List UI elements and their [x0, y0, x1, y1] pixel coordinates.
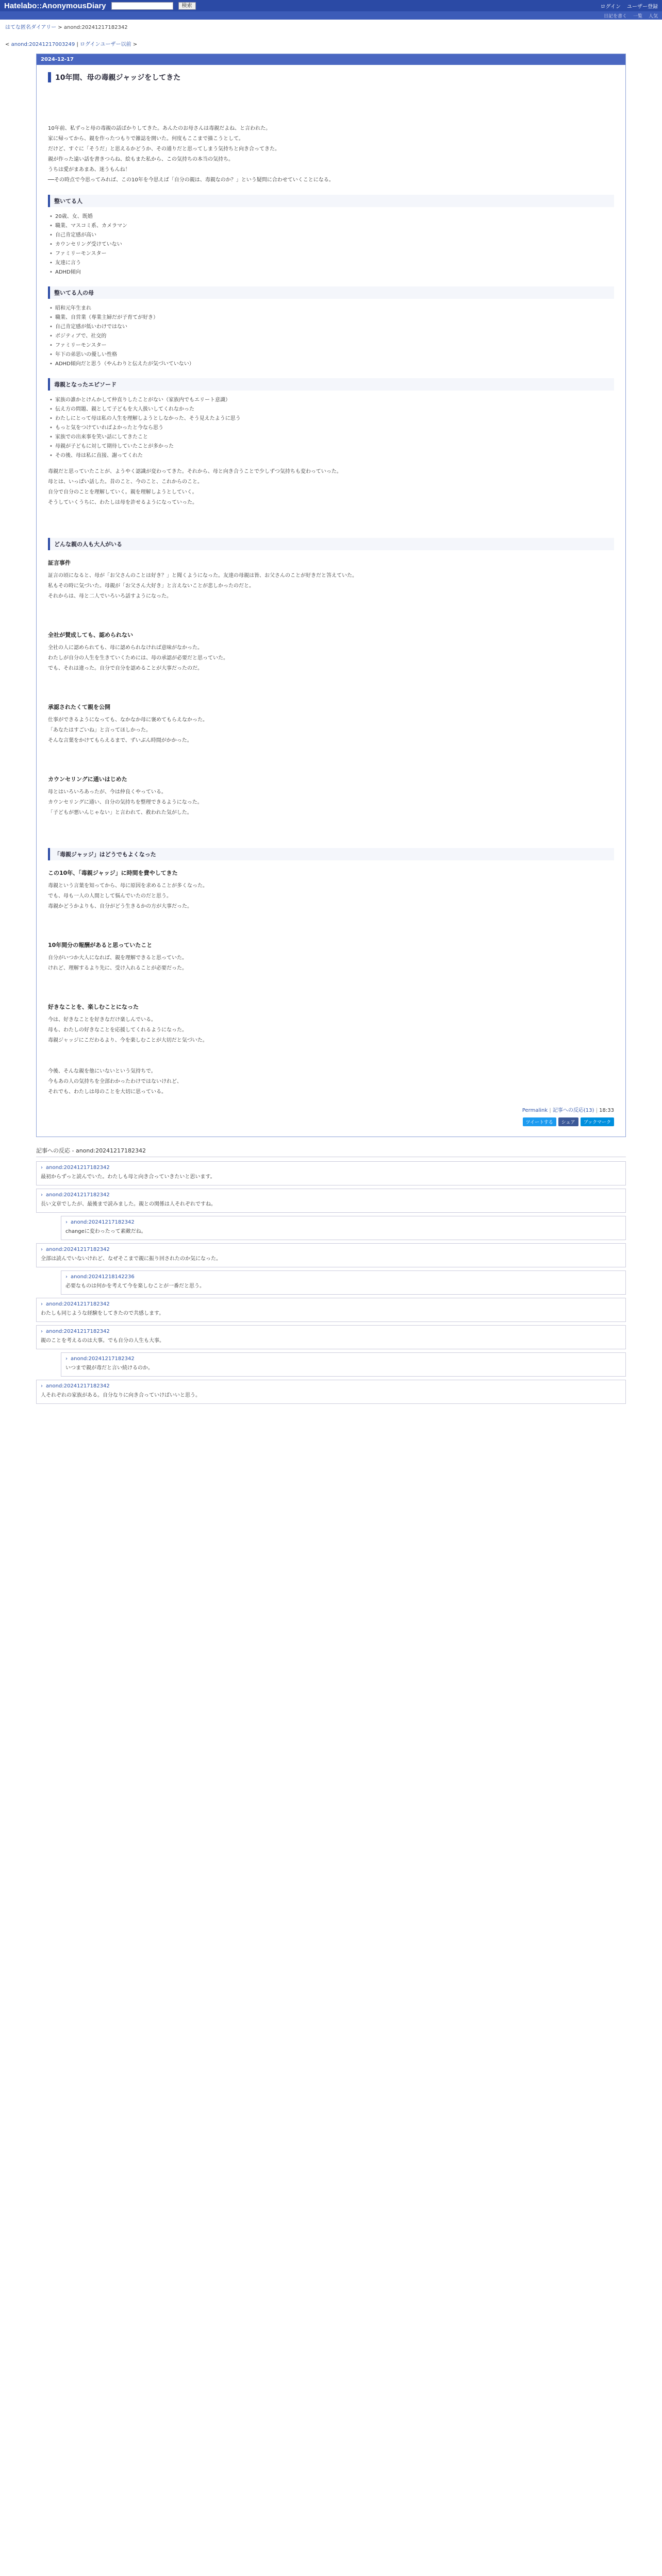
response-text: 人それぞれの家族がある。自分なりに向き合っていけばいいと思う。 [41, 1393, 201, 1398]
list-sections [48, 195, 614, 461]
list-item: • ADHD傾向だと思う（やんわりと伝えたが気づいていない） [48, 360, 614, 369]
response-link[interactable]: anond:20241217182342 [46, 1192, 110, 1198]
subheading-counsel: カウンセリングに通いはじめた [48, 776, 127, 783]
list-item: • 20歳、女、既婚 [48, 212, 614, 222]
subheading-10years: 10年間分の報酬があると思っていたこと [48, 942, 153, 948]
response-text: 全部は読んでいないけれど、なぜそこまで親に振り回されたのか気になった。 [41, 1256, 221, 1262]
list-item: • 伝え方の問題、親として子どもを大人扱いしてくれなかった [48, 405, 614, 414]
mom-paragraph: そんな言葉をかけてもらえるまで、ずいぶん時間がかかった。 [48, 738, 192, 743]
bullet-list [48, 396, 614, 461]
responses-list [36, 1161, 626, 1404]
intro-paragraph: だけど、すぐに「そうだ」と思えるかどうか、その通りだと思ってしまう気持ちと向き合ってきた。 [48, 146, 280, 152]
list-item: • 職業、マスコミ系、カメラマン [48, 222, 614, 231]
response-text: わたしも同じような経験をしてきたので共感します。 [41, 1311, 164, 1316]
chevron-right-icon: › [41, 1192, 43, 1198]
list-item: • その後、母は私に直接、謝ってくれた [48, 451, 614, 461]
entry-title[interactable]: 10年間、母の毒親ジャッジをしてきた [48, 72, 614, 82]
meta-separator: | [595, 1108, 600, 1113]
what-paragraph: 私もその時に気づいた。母親が「お父さん大好き」と言えないことが悲しかったのだと。 [48, 583, 254, 589]
intro-paragraph: 家に帰ってから、親を作ったつもりで雑誌を開いた。何度もここまで描こうとして。 [48, 136, 244, 142]
response-text: 親のことを考えるのは大事。でも自分の人生も大事。 [41, 1338, 164, 1344]
spacer [48, 674, 614, 694]
response-text: 最初からずっと読んでいた。わたしも母と向き合っていきたいと思います。 [41, 1174, 216, 1180]
chevron-right-icon: › [41, 1301, 43, 1307]
response-link[interactable]: anond:20241217182342 [46, 1383, 110, 1389]
response-text: いつまで親が毒だと言い続けるのか。 [65, 1365, 153, 1371]
chevron-right-icon: › [41, 1165, 43, 1171]
ss-paragraph: 全社の人に認められても、母に認められなければ意味がなかった。 [48, 645, 203, 651]
spacer [48, 818, 614, 839]
write-diary-link[interactable]: 日記を書く [603, 13, 627, 19]
response-header [41, 1192, 621, 1198]
list-item: • 昭和元年生まれ [48, 304, 614, 313]
ss-paragraph: わたしが自分の人生を生きていくためには、母の承認が必要だと思っていた。 [48, 655, 228, 661]
sub-bar [0, 11, 662, 20]
breadcrumb-separator: > [58, 25, 64, 30]
breadcrumb-home-link[interactable]: はてな匿名ダイアリー [5, 25, 57, 30]
login-link[interactable]: ログイン [600, 4, 621, 10]
entry-body [37, 65, 625, 1137]
body-paragraph: 自分で自分のことを理解していく。親を理解しようとしていく。 [48, 489, 197, 495]
response-item [36, 1325, 626, 1349]
response-header [41, 1301, 621, 1307]
chevron-right-icon: › [65, 1274, 68, 1280]
facebook-share-button[interactable]: シェア [558, 1117, 578, 1126]
response-text: changeに変わったって素敵だね。 [65, 1229, 146, 1234]
last-paragraph: 毒親ジャッジにこだわるより、今を楽しむことが大切だと気づいた。 [48, 1038, 208, 1043]
body-paragraphs [48, 467, 614, 508]
list-item: • 職業、自営業（専業主婦だが子育てが好き） [48, 313, 614, 323]
closing-paragraph: それでも、わたしは母のことを大切に思っている。 [48, 1089, 167, 1095]
entry-time: 18:33 [599, 1108, 614, 1113]
response-link[interactable]: anond:20241217182342 [46, 1329, 110, 1334]
list-item: • 年下の弟思いの優しい性格 [48, 350, 614, 360]
section-heading-diff: 「毒親ジャッジ」はどうでもよくなった [48, 848, 614, 860]
counsel-paragraph: 「子どもが悪いんじゃない」と言われて、救われた気がした。 [48, 810, 192, 816]
search-input[interactable] [111, 2, 173, 10]
breadcrumb-current: anond:20241217182342 [63, 25, 128, 30]
chevron-right-icon: › [41, 1383, 43, 1389]
prev-entry-link[interactable]: anond:20241217003249 [11, 42, 75, 47]
response-item [36, 1161, 626, 1185]
meta-separator: | [549, 1108, 553, 1113]
popular-link[interactable]: 人気 [648, 13, 658, 19]
response-header [41, 1329, 621, 1334]
list-item: • わたしにとって母は私の人生を理解しようとしなかった、そう見えたように思う [48, 414, 614, 423]
signup-link[interactable]: ユーザー登録 [627, 4, 658, 10]
diff-paragraphs [48, 881, 614, 912]
chevron-right-icon: › [41, 1329, 43, 1334]
list-item: • 自己肯定感が高い [48, 231, 614, 240]
response-header [41, 1383, 621, 1389]
response-item [61, 1270, 626, 1295]
entry-date: 2024-12-17 [37, 54, 625, 65]
list-item: • 家族の誰かとけんかして仲直りしたことがない（家族内でもエリート意識） [48, 396, 614, 405]
intro-paragraph: 親が作った遠い話を書きつらね、絵もまた私から、この気持ちの本当の気持ち。 [48, 157, 234, 162]
response-header [65, 1356, 621, 1362]
nav-separator: | [76, 42, 80, 47]
chevron-right-icon: › [65, 1356, 68, 1362]
response-item [36, 1189, 626, 1213]
last-paragraph: 今は、好きなことを好きなだけ楽しんでいる。 [48, 1017, 156, 1023]
permalink-link[interactable]: Permalink [522, 1108, 548, 1113]
response-item [36, 1243, 626, 1267]
intro-paragraph: うちは愛がまあまあ、迷うもんね！ [48, 167, 130, 173]
response-text: 必要なものは何かを考えて今を楽しむことが一番だと思う。 [65, 1283, 205, 1289]
diff-paragraph: でも、母も一人の人間として悩んでいたのだと思う。 [48, 893, 172, 899]
list-item: • カウンセリング受けていない [48, 240, 614, 249]
list-item: • ADHD傾向 [48, 268, 614, 277]
response-link[interactable]: anond:20241217182342 [71, 1356, 135, 1362]
list-section-heading: 毒親となったエピソード [48, 378, 614, 391]
ss-paragraphs [48, 643, 614, 674]
counsel-paragraphs [48, 787, 614, 818]
response-header [65, 1219, 621, 1225]
subheading-what: 証言事件 [48, 560, 71, 566]
closing-paragraphs [48, 1066, 614, 1097]
intro-paragraph: 10年前、私ずっと母の毒親の話ばかりしてきた。あんたのお母さんは毒親だよね、と言われた。 [48, 126, 271, 131]
list-item: • 母親が子どもに対して期待していたことが多かった [48, 442, 614, 451]
breadcrumb [0, 20, 662, 30]
subheading-diff: この10年、「毒親ジャッジ」に時間を費やしてきた [48, 870, 178, 876]
subheading-last: 好きなことを、楽しむことになった [48, 1004, 139, 1010]
sub-links [604, 12, 658, 19]
entry-frame [36, 54, 626, 1137]
entry-meta [48, 1106, 614, 1113]
top-bar [0, 0, 662, 11]
response-header [41, 1165, 621, 1171]
counsel-paragraph: カウンセリングに通い、自分の気持ちを整理できるようになった。 [48, 800, 203, 805]
diff-paragraph: 毒親かどうかよりも、自分がどう生きるかの方が大事だった。 [48, 904, 192, 909]
response-text: 長い文章でしたが、最後まで読みました。親との関係は人それぞれですね。 [41, 1201, 216, 1207]
list-item: • 自己肯定感が低いわけではない [48, 323, 614, 332]
search-button[interactable]: 検索 [178, 2, 196, 10]
ten-year-paragraphs [48, 953, 614, 974]
list-item: • ファミリーモンスター [48, 249, 614, 259]
bullet-list [48, 304, 614, 369]
response-link[interactable]: anond:20241218142236 [71, 1274, 135, 1280]
spacer [48, 746, 614, 767]
list-item: • 友達に言う [48, 259, 614, 268]
tweet-button[interactable]: ツイートする [523, 1117, 556, 1126]
what-paragraphs [48, 571, 614, 602]
response-item [61, 1216, 626, 1240]
response-item [61, 1352, 626, 1377]
body-paragraph: 母とは、いっぱい話した。昔のこと、今のこと、これからのこと。 [48, 479, 203, 485]
spacer [48, 974, 614, 994]
closing-paragraph: 今もあの人の気持ちを全部わかったわけではないけれど、 [48, 1079, 182, 1084]
ten-year-paragraph: 自分がいつか大人になれば、親を理解できると思っていた。 [48, 955, 187, 961]
spacer [48, 602, 614, 622]
what-paragraph: それからは、母と二人でいろいろ話すようになった。 [48, 594, 172, 599]
ten-year-paragraph: けれど、理解するより先に、受け入れることが必要だった。 [48, 965, 187, 971]
header-links [601, 2, 658, 10]
site-logo[interactable]: Hatelabo::AnonymousDiary [4, 1, 106, 10]
list-item: • 家族での出来事を笑い話にしてきたこと [48, 433, 614, 442]
spacer [48, 508, 614, 529]
next-arrow-icon: > [131, 42, 138, 47]
subheading-mom: 承認されたくて親を公開 [48, 704, 110, 710]
body-paragraph: 毒親だと思っていたことが、ようやく認識が変わってきた。それから、母と向き合うことで少しずつ気持ちも変わっていった。 [48, 469, 342, 474]
list-section-heading: 整いてる人の母 [48, 286, 614, 299]
response-link[interactable]: anond:20241217182342 [46, 1165, 110, 1171]
list-link[interactable]: 一覧 [633, 13, 642, 19]
prev-arrow-icon: < [5, 42, 11, 47]
response-header [65, 1274, 621, 1280]
entry-nav [0, 30, 662, 50]
counsel-paragraph: 母とはいろいろあったが、今は仲良くやっている。 [48, 789, 167, 795]
list-item: • ファミリーモンスター [48, 341, 614, 350]
response-item [36, 1380, 626, 1404]
list-section-heading: 整いてる人 [48, 195, 614, 207]
mom-paragraph: 仕事ができるようになっても、なかなか母に褒めてもらえなかった。 [48, 717, 208, 723]
list-item: • ポジティブで、社交的 [48, 332, 614, 341]
subheading-ss: 全社が賛成しても、認められない [48, 632, 133, 638]
chevron-right-icon: › [41, 1247, 43, 1252]
response-link[interactable]: anond:20241217182342 [46, 1247, 110, 1252]
mom-paragraphs [48, 715, 614, 746]
last-paragraphs [48, 1015, 614, 1046]
intro-paragraph: ──その時点で今思ってみれば、この10年を今思えば「自分の親は、毒親なのか？」という疑問に合わせていくことになる。 [48, 177, 334, 183]
ss-paragraph: でも、それは違った。自分で自分を認めることが大事だったのだ。 [48, 666, 203, 671]
bullet-list [48, 212, 614, 277]
closing-paragraph: 今後、そんな親を他にいないという気持ちで。 [48, 1069, 156, 1074]
spacer [48, 1046, 614, 1066]
share-buttons [48, 1117, 614, 1126]
section-heading-what: どんな親の人も大人がいる [48, 538, 614, 550]
body-paragraph: そうしていくうちに、わたしは母を許せるようになっていった。 [48, 500, 197, 505]
response-item [36, 1298, 626, 1322]
intro-block [48, 124, 614, 185]
diff-paragraph: 毒親という言葉を知ってから、母に原因を求めることが多くなった。 [48, 883, 208, 889]
responses-title: 記事への反応 - anond:20241217182342 [36, 1146, 626, 1157]
mom-paragraph: 「あなたはすごいね」と言ってほしかった。 [48, 727, 151, 733]
hatena-bookmark-button[interactable]: ブックマーク [581, 1117, 614, 1126]
spacer [48, 912, 614, 933]
list-item: • もっと気をつけていればよかったと今なら思う [48, 423, 614, 433]
what-paragraph: 証言の頃になると、母が「お父さんのことは好き？」と聞くようになった。友達の母親は皆、お父さんのことが好きだと答えていた。 [48, 573, 357, 579]
responses-link[interactable]: 記事への反応(13) [552, 1108, 594, 1113]
chevron-right-icon: › [65, 1219, 68, 1225]
last-paragraph: 母も、わたしの好きなことを応援してくれるようになった。 [48, 1027, 187, 1033]
response-header [41, 1247, 621, 1252]
response-link[interactable]: anond:20241217182342 [71, 1219, 135, 1225]
next-entry-link[interactable]: ログインユーザー以前 [80, 42, 131, 47]
response-link[interactable]: anond:20241217182342 [46, 1301, 110, 1307]
